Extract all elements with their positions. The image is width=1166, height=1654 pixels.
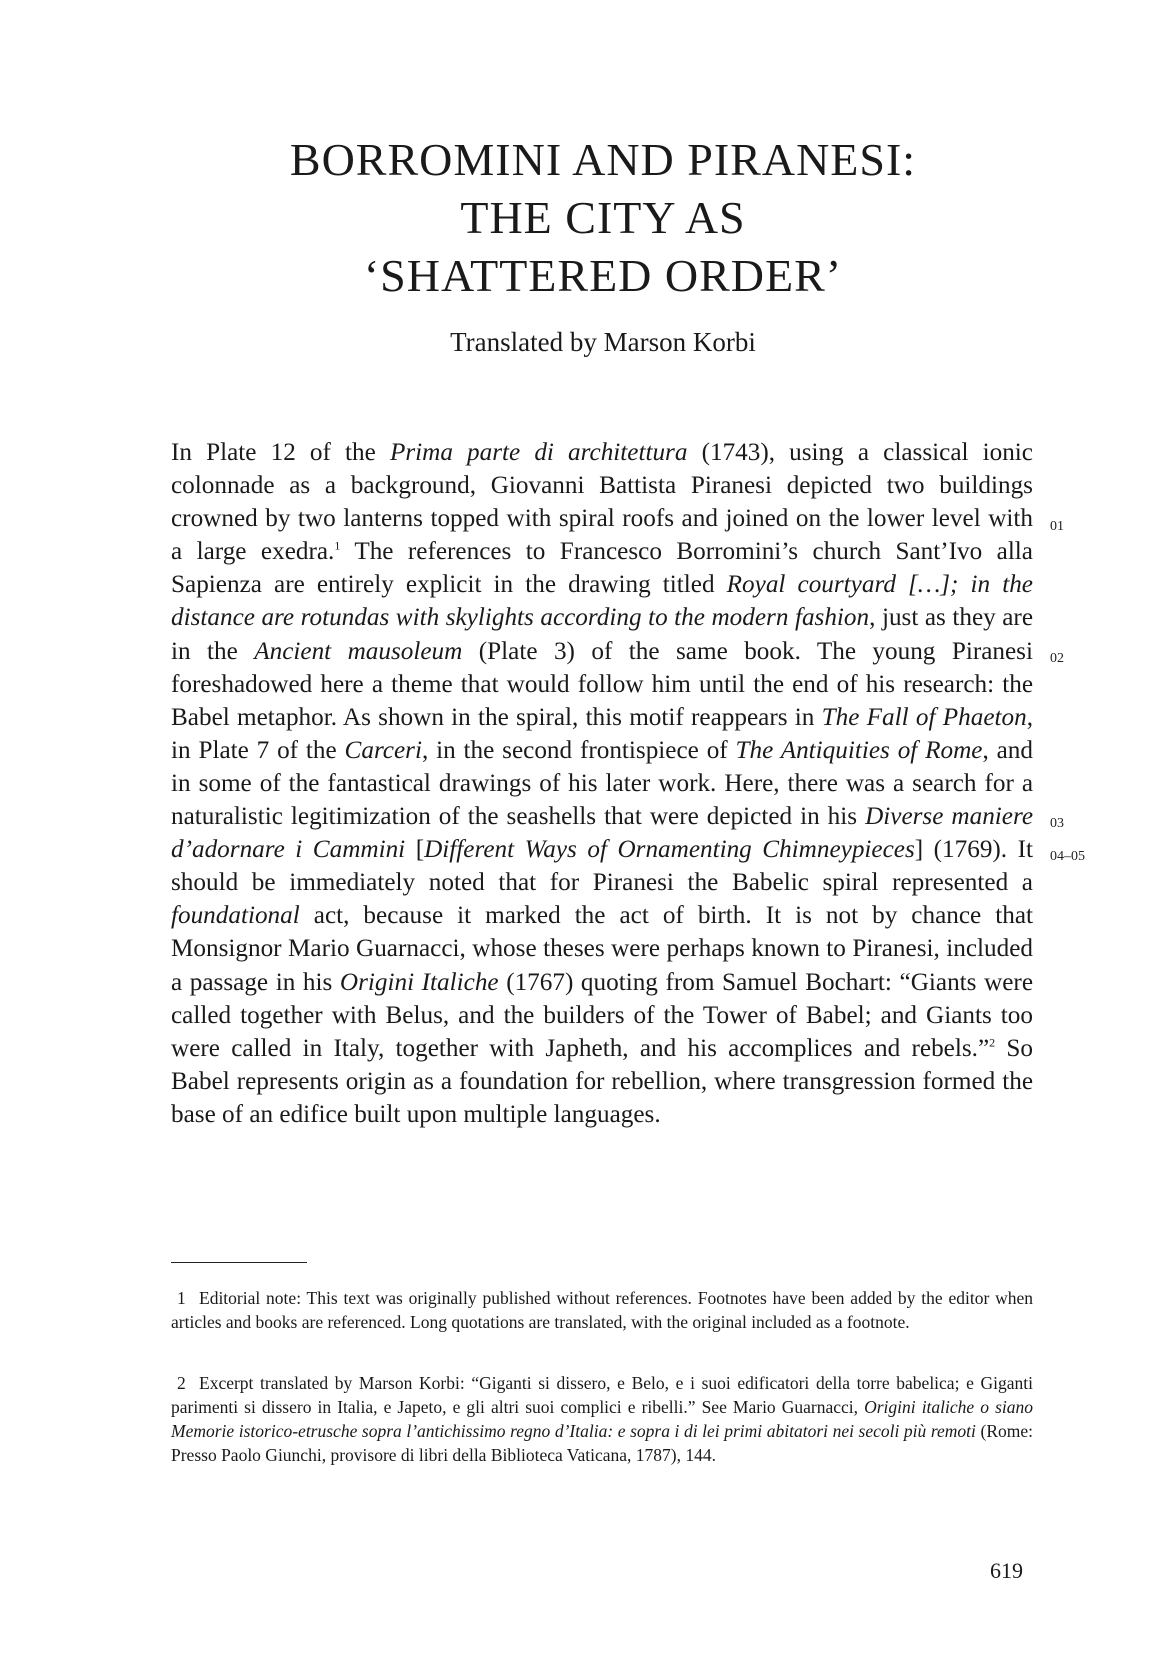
title-line-2: THE CITY AS	[460, 191, 746, 243]
body-text-run: , in Plate 7 of the	[171, 703, 1033, 764]
italic-title: Ancient mausoleum	[254, 637, 463, 665]
italic-emphasis: foundational	[171, 902, 300, 930]
title-line-1: BORROMINI AND PIRANESI:	[289, 133, 917, 185]
footnote-text: (Rome: Presso Paolo Giunchi, provisore di libri della Biblioteca Vaticana, 1787), 144.	[171, 1421, 1033, 1465]
chapter-title	[150, 131, 1056, 305]
footnote-number: 2	[177, 1373, 186, 1393]
body-text-run: , and in some of the fantastical drawings of his later work. Here, there was a search for a naturalistic legitimization of the seashells that were depicted in his	[171, 736, 1033, 831]
body-text-run: [	[405, 836, 425, 864]
italic-title: Royal courtyard […]; in the distance are rotundas with skylights according to the modern fashion	[171, 571, 1033, 632]
italic-title: Different Ways of Ornamenting Chimneypieces	[424, 836, 915, 864]
body-text-run: So Babel represents origin as a foundation for rebellion, where transgression formed the base of an edifice built upon multiple languages.	[171, 1034, 1033, 1128]
body-text-run: (1767) quoting from Samuel Bochart: “Giants were called together with Belus, and the builders of the Tower of Babel; and Giants too were called in Italy, together with Japheth, and his accomplices and rebels.”	[171, 968, 1033, 1062]
italic-title: Origini Italiche	[339, 968, 499, 996]
translator-credit: Translated by Marson Korbi	[450, 327, 756, 357]
footnote-text: Excerpt translated by Marson Korbi: “Giganti si dissero, e Belo, e i suoi edificatori della torre babelica; e Giganti parimenti si dissero in Italia, e Japeto, e gli altri suoi complici e ribelli.” See Mario Guarnacci,	[171, 1373, 1033, 1417]
footnote-reference[interactable]: 1	[334, 538, 341, 553]
margin-figure-ref: 02	[1050, 651, 1064, 666]
footnote-number: 1	[177, 1288, 186, 1308]
italic-title: The Antiquities of Rome	[735, 736, 983, 764]
margin-figure-ref: 03	[1050, 816, 1064, 831]
italic-title: The Fall of Phaeton	[821, 703, 1027, 731]
body-text-run: (Plate 3) of the same book. The young Piranesi foreshadowed here a theme that would follow him until the end of his research: the Babel metaphor. As shown in the spiral, this motif reappears in	[171, 637, 1033, 731]
body-text-run: act, because it marked the act of birth. It is not by chance that Monsignor Mario Guarnacci, whose theses were perhaps known to Piranesi, included a passage in his	[171, 902, 1033, 996]
footnote-2	[171, 1371, 1033, 1467]
margin-figure-ref: 04–05	[1050, 849, 1085, 864]
body-text-run: In Plate 12 of the	[171, 439, 390, 466]
body-text-run: The references to Francesco Borromini’s church Sant’Ivo alla Sapienza are entirely explicit in the drawing titled	[171, 538, 1033, 599]
body-paragraph	[171, 436, 1033, 1131]
body-text-run: , just as they are in the	[171, 604, 1033, 665]
margin-figure-ref: 01	[1050, 519, 1064, 534]
italic-title: Diverse maniere d’adornare i Cammini	[171, 803, 1034, 864]
footnote-divider	[171, 1262, 307, 1263]
footnote-1	[171, 1286, 1033, 1334]
italic-title: Prima parte di architettura	[389, 439, 688, 466]
page-number: 619	[990, 1558, 1023, 1583]
footnote-italic-title: Origini italiche o siano Memorie istorico-etrusche sopra l’antichissimo regno d’Italia: e sopra i di lei primi abitatori nei secoli più remoti	[171, 1397, 1033, 1441]
body-text-run: , in the second frontispiece of	[421, 736, 736, 764]
body-text-run: (1743), using a classical ionic colonnade as a background, Giovanni Battista Piranesi depicted two buildings crowned by two lanterns topped with spiral roofs and joined on the lower level with a large exedra.	[171, 439, 1033, 566]
footnote-reference[interactable]: 2	[989, 1035, 996, 1050]
italic-title: Carceri	[344, 736, 422, 764]
footnote-text: Editorial note: This text was originally published without references. Footnotes have been added by the editor when articles and books are referenced. Long quotations are translated, with the original included as a footnote.	[171, 1288, 1033, 1332]
body-text-run: ] (1769). It should be immediately noted that for Piranesi the Babelic spiral represented a	[171, 836, 1033, 897]
title-line-3: ‘SHATTERED ORDER’	[363, 249, 843, 301]
